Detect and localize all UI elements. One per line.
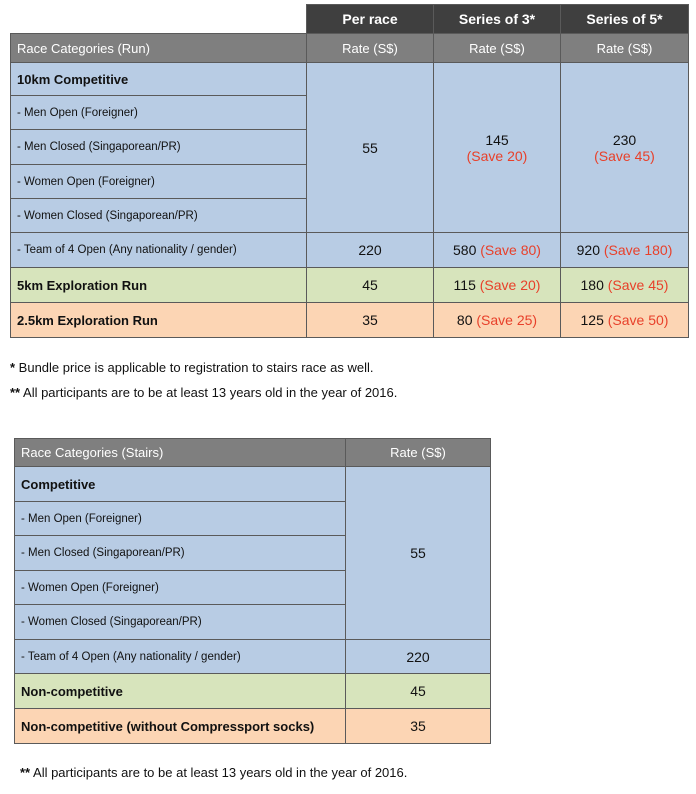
sub-category-row: - Men Closed (Singaporean/PR) (15, 536, 346, 571)
category-title: 10km Competitive (11, 63, 307, 96)
note-mark: * (10, 360, 16, 375)
category-title: Competitive (15, 467, 346, 502)
series-5-price: 230 (612, 131, 637, 148)
run-5km-label: 5km Exploration Run (11, 268, 307, 303)
saving: (Save 50) (607, 312, 669, 328)
team-series-5 (561, 233, 689, 268)
price: 920 (576, 242, 600, 258)
series-5-saving: (Save 45) (594, 147, 655, 164)
rate-header: Rate (S$) (561, 34, 689, 63)
sub-category-row: - Men Closed (Singaporean/PR) (11, 130, 307, 165)
saving: (Save 25) (476, 312, 538, 328)
sub-category-row: - Women Open (Foreigner) (11, 165, 307, 199)
series-3-rate (434, 63, 561, 233)
sub-category-row: - Women Open (Foreigner) (15, 571, 346, 605)
run-5km-series-5 (561, 268, 689, 303)
run-2-5km-series-5 (561, 303, 689, 338)
sub-category-row: - Women Closed (Singaporean/PR) (15, 605, 346, 640)
non-competitive-label: Non-competitive (15, 674, 346, 709)
saving: (Save 45) (607, 277, 669, 293)
team-series-3 (434, 233, 561, 268)
price: 580 (453, 242, 477, 258)
rate-header: Rate (S$) (434, 34, 561, 63)
run-2-5km-series-3 (434, 303, 561, 338)
rate-header: Rate (S$) (307, 34, 434, 63)
rate-header: Rate (S$) (346, 439, 491, 467)
team-per-race: 220 (307, 233, 434, 268)
run-5km-per-race: 45 (307, 268, 434, 303)
non-competitive-rate: 45 (346, 674, 491, 709)
sub-category-row: - Men Open (Foreigner) (11, 96, 307, 130)
note-mark: ** (20, 765, 31, 780)
sub-category-row: - Women Closed (Singaporean/PR) (11, 199, 307, 233)
note-age-requirement (10, 385, 397, 400)
category-header: Race Categories (Stairs) (15, 439, 346, 467)
note-mark: ** (10, 385, 21, 400)
run-2-5km-per-race: 35 (307, 303, 434, 338)
price: 115 (453, 277, 476, 293)
team-rate: 220 (346, 640, 491, 674)
note-text: All participants are to be at least 13 years old in the year of 2016. (30, 765, 408, 780)
series-3-saving: (Save 20) (466, 147, 528, 164)
run-rates-table (10, 4, 689, 338)
sub-category-row: - Men Open (Foreigner) (15, 502, 346, 536)
category-header: Race Categories (Run) (11, 34, 307, 63)
note-text: All participants are to be at least 13 years old in the year of 2016. (20, 385, 398, 400)
col-header-series-5: Series of 5* (561, 5, 689, 34)
price: 80 (456, 312, 473, 328)
note-bundle-price (10, 360, 373, 375)
note-age-requirement (20, 765, 407, 780)
col-header-per-race: Per race (307, 5, 434, 34)
series-3-price: 145 (485, 131, 509, 148)
stairs-rates-table (14, 438, 491, 744)
non-competitive-no-socks-label: Non-competitive (without Compressport socks) (15, 709, 346, 744)
competitive-rate: 55 (346, 467, 491, 640)
saving: (Save 20) (479, 277, 541, 293)
saving: (Save 180) (603, 242, 673, 258)
per-race-rate: 55 (307, 63, 434, 233)
run-2-5km-label: 2.5km Exploration Run (11, 303, 307, 338)
price: 180 (580, 277, 604, 293)
col-header-series-3: Series of 3* (434, 5, 561, 34)
run-5km-series-3 (434, 268, 561, 303)
series-5-rate (561, 63, 689, 233)
team-row-label: - Team of 4 Open (Any nationality / gender) (11, 233, 307, 268)
non-competitive-no-socks-rate: 35 (346, 709, 491, 744)
team-row-label: - Team of 4 Open (Any nationality / gender) (15, 640, 346, 674)
header-spacer (11, 5, 307, 34)
saving: (Save 80) (480, 242, 541, 258)
price: 125 (580, 312, 604, 328)
note-text: Bundle price is applicable to registration to stairs race as well. (15, 360, 374, 375)
